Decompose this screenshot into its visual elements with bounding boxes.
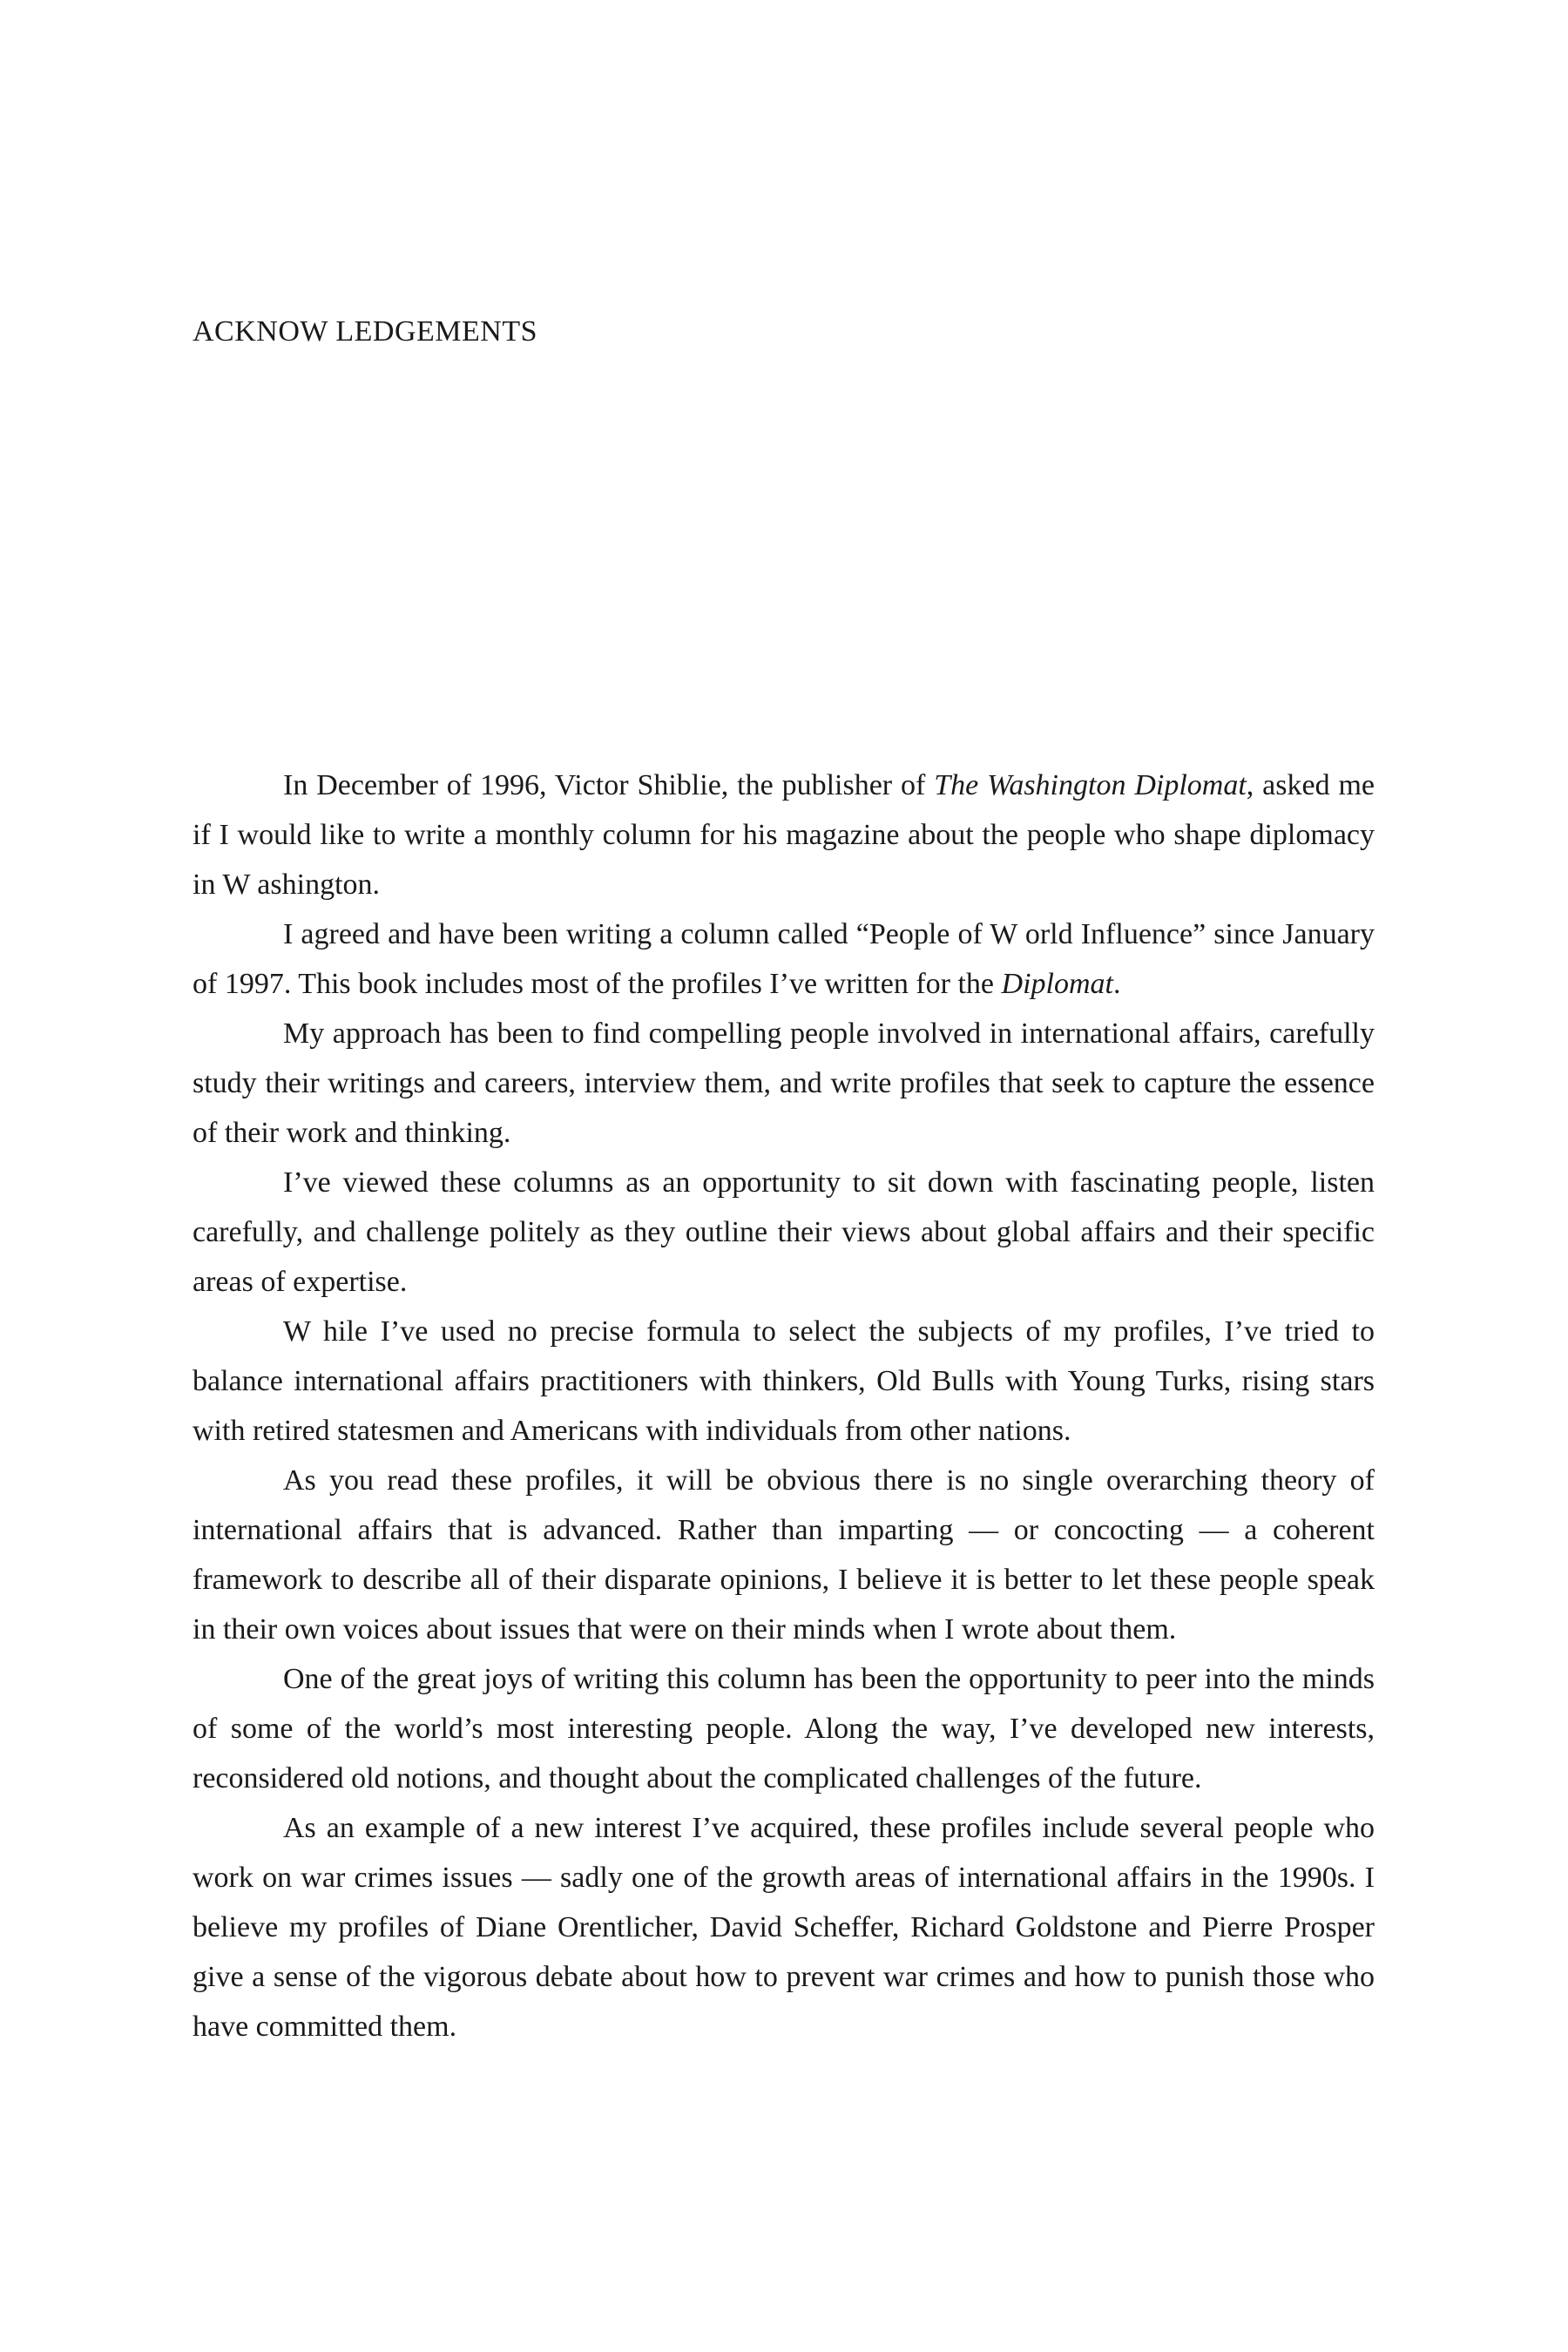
paragraph-4: I’ve viewed these columns as an opportunity to sit down with fascinating people, listen carefully, and challenge politely as they outline their views about global affairs and their specific areas of expertise. xyxy=(193,1166,1375,1298)
paragraph-1-text-end: , asked me if I would like to write a monthly column for his magazine about the people who shape diplomacy in W ashington. xyxy=(193,769,1375,901)
paragraph-1 xyxy=(193,760,1375,909)
paragraph-3: My approach has been to find compelling people involved in international affairs, carefully study their writings and careers, interview them, and write profiles that seek to capture the essence of their work and thinking. xyxy=(193,1017,1375,1149)
paragraph-1-text-start: In December of 1996, Victor Shiblie, the publisher of xyxy=(283,769,935,801)
acknowledgements-body xyxy=(193,760,1375,2051)
paragraph-7: One of the great joys of writing this column has been the opportunity to peer into the minds of some of the world’s most interesting people. Along the way, I’ve developed new interests, reconsidered old notions, and thought about the complicated challenges of the future. xyxy=(193,1663,1375,1794)
paragraph-5: W hile I’ve used no precise formula to select the subjects of my profiles, I’ve tried to balance international affairs practitioners with thinkers, Old Bulls with Young Turks, rising stars with retired statesmen and Americans with individuals from other nations. xyxy=(193,1315,1375,1447)
paragraph-8: As an example of a new interest I’ve acquired, these profiles include several people who work on war crimes issues — sadly one of the growth areas of international affairs in the 1990s. I believe my profiles of Diane Orentlicher, David Scheffer, Richard Goldstone and Pierre Prosper give a sense of the vigorous debate about how to prevent war crimes and how to punish those who have committed them. xyxy=(193,1812,1375,2043)
paragraph-6: As you read these profiles, it will be obvious there is no single overarching theory of international affairs that is advanced. Rather than imparting — or concocting — a coherent framework to describe all of their disparate opinions, I believe it is better to let these people speak in their own voices about issues that were on their minds when I wrote about them. xyxy=(193,1464,1375,1646)
publication-title: The Washington Diplomat xyxy=(934,769,1247,801)
paragraph-2 xyxy=(193,909,1375,1009)
paragraph-2-text-start: I agreed and have been writing a column called “People of W orld Influence” since January of 1997. This book includes most of the profiles I’ve written for the xyxy=(193,918,1375,1000)
paragraph-2-text-end: . xyxy=(1112,968,1121,1000)
page-heading: ACKNOW LEDGEMENTS xyxy=(193,315,538,348)
publication-short-title: Diplomat xyxy=(1001,968,1113,1000)
